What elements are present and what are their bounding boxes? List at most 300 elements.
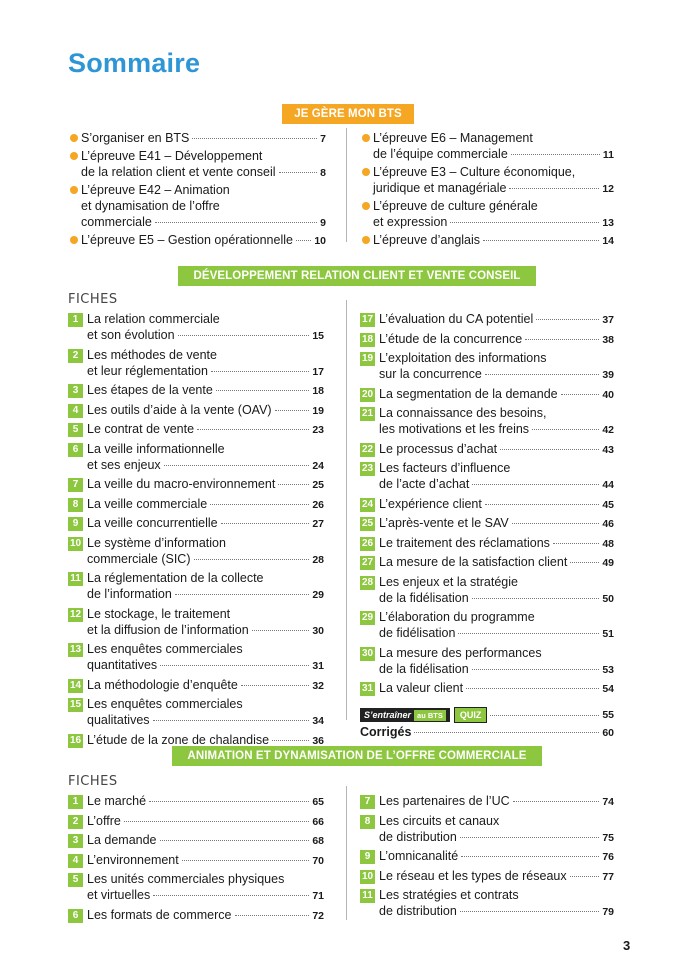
toc-entry-title: et virtuelles: [87, 888, 151, 902]
leader-dots: [210, 504, 309, 505]
leader-dots: [450, 222, 599, 223]
fiche-number-badge: 4: [68, 854, 83, 868]
toc-entry-title: et la diffusion de l’information: [87, 622, 249, 637]
bullet-icon: [70, 186, 78, 194]
leader-dots: [275, 410, 310, 411]
toc-entry[interactable]: [68, 515, 324, 532]
fiche-number-badge: 14: [69, 679, 82, 691]
toc-entry[interactable]: [360, 331, 614, 348]
toc-entry-title: L’étude de la zone de chalandise: [87, 732, 270, 747]
leader-dots: [553, 543, 599, 544]
toc-entry-line: L’épreuve E3 – Culture économique,: [373, 165, 576, 179]
leader-dots: [509, 188, 599, 189]
toc-entry-row: [87, 712, 324, 729]
page-ref: 65: [312, 796, 324, 808]
toc-entry-line: La veille informationnelle: [87, 441, 225, 456]
page-ref: 23: [312, 424, 324, 436]
bullet-icon: [70, 152, 78, 160]
fiche-number-badge: 24: [361, 498, 374, 510]
toc-entry-row: [379, 829, 614, 846]
leader-dots: [561, 394, 600, 395]
fiche-number-badge: 2: [68, 815, 83, 829]
toc-entry-row: [379, 868, 614, 885]
page-ref: 71: [312, 890, 324, 902]
fiche-number-badge: 19: [361, 353, 374, 364]
toc-entry[interactable]: [360, 680, 614, 697]
toc-entry[interactable]: [68, 535, 324, 568]
toc-entry-title: et ses enjeux: [87, 457, 161, 472]
toc-entry-row: [87, 515, 324, 532]
toc-entry[interactable]: [68, 606, 324, 639]
toc-entry[interactable]: [68, 852, 324, 869]
fiche-number-badge: 5: [68, 423, 83, 437]
leader-dots: [570, 562, 599, 563]
leader-dots: [192, 138, 317, 139]
toc-entry-row: [87, 457, 324, 474]
toc-entry[interactable]: [68, 496, 324, 513]
toc-entry-row: [81, 130, 326, 147]
page-title: Sommaire: [68, 48, 201, 78]
fiche-number-badge: 20: [361, 388, 374, 400]
toc-entry-row: [87, 813, 324, 830]
leader-dots: [164, 465, 310, 466]
toc-entry[interactable]: [68, 476, 324, 493]
section1-left-list: [68, 130, 326, 250]
bullet-icon: [362, 168, 370, 176]
toc-entry[interactable]: [68, 641, 324, 674]
toc-entry[interactable]: [360, 460, 614, 493]
page-ref: 55: [602, 709, 614, 721]
section2-right-items: [360, 311, 614, 697]
leader-dots: [235, 915, 310, 916]
leader-dots: [570, 876, 600, 877]
toc-entry[interactable]: [68, 677, 324, 694]
toc-entry-row: [87, 496, 324, 513]
toc-entry-line: L’épreuve E42 – Animation: [81, 183, 230, 197]
leader-dots: [525, 339, 599, 340]
toc-entry-row: [87, 382, 324, 399]
toc-entry-title: La mesure de la satisfaction client: [379, 555, 568, 569]
toc-entry-line: Les stratégies et contrats: [379, 888, 519, 902]
toc-entry[interactable]: [360, 813, 614, 846]
leader-dots: [197, 429, 309, 430]
page-ref: 24: [312, 459, 324, 472]
toc-entry-title: L’étude de la concurrence: [379, 331, 523, 346]
toc-entry-title: L’environnement: [87, 852, 179, 867]
leader-dots: [155, 222, 317, 223]
page-ref: 68: [312, 835, 324, 847]
leader-dots: [472, 598, 600, 599]
toc-entry-title: Les formats de commerce: [87, 907, 232, 922]
leader-dots: [124, 821, 309, 822]
toc-entry[interactable]: [68, 570, 324, 603]
page-ref: 15: [312, 330, 324, 342]
toc-entry[interactable]: [360, 574, 614, 607]
leader-dots: [460, 837, 599, 838]
toc-entry[interactable]: [68, 311, 324, 344]
toc-entry[interactable]: [68, 907, 324, 924]
leader-dots: [279, 172, 318, 173]
toc-entry-title: La veille du macro-environnement: [87, 477, 276, 491]
leader-dots: [182, 860, 310, 861]
toc-entry-row: [87, 586, 324, 603]
toc-entry-line: Le stockage, le traitement: [87, 606, 231, 621]
leader-dots: [153, 895, 309, 896]
toc-entry-row: [87, 327, 324, 344]
train-row[interactable]: [360, 707, 614, 723]
page-ref: 36: [312, 734, 324, 747]
leader-dots: [461, 856, 599, 857]
train-badge-label: S’entraîner: [364, 710, 412, 720]
leader-dots: [178, 335, 310, 336]
page-ref: 50: [602, 592, 614, 605]
page-ref: 60: [602, 727, 614, 739]
toc-entry-row: [379, 331, 614, 348]
corriges-row[interactable]: [360, 725, 614, 739]
toc-entry[interactable]: [360, 868, 614, 885]
fiche-number-badge: 23: [361, 463, 374, 474]
train-badge-bts: au BTS: [414, 710, 446, 721]
toc-entry-row: [87, 402, 324, 419]
leader-dots: [296, 240, 311, 241]
section-banner-developpement: DÉVELOPPEMENT RELATION CLIENT ET VENTE CONSEIL: [178, 266, 536, 286]
page-ref: 7: [320, 133, 326, 145]
toc-entry-title: et leur réglementation: [87, 363, 208, 378]
leader-dots: [175, 594, 310, 595]
leader-dots: [460, 911, 599, 912]
fiche-number-badge: 30: [361, 647, 374, 659]
leader-dots: [472, 669, 600, 670]
toc-entry-row: [379, 903, 614, 920]
page-ref: 9: [320, 217, 326, 229]
toc-entry[interactable]: [68, 130, 326, 147]
page-ref: 75: [602, 831, 614, 844]
fiche-number-badge: 17: [361, 314, 374, 325]
corriges-label: Corrigés: [360, 725, 412, 739]
toc-entry-row: [379, 366, 614, 383]
toc-entry-row: [379, 661, 614, 678]
toc-entry[interactable]: [360, 405, 614, 438]
toc-entry-title: Les outils d’aide à la vente (OAV): [87, 402, 272, 417]
toc-entry[interactable]: [68, 182, 326, 231]
toc-entry[interactable]: [360, 535, 614, 552]
leader-dots: [485, 374, 599, 375]
bullet-icon: [70, 134, 78, 142]
page-ref: 66: [312, 815, 324, 828]
fiche-number-badge: 29: [361, 612, 374, 623]
toc-entry-title: Le réseau et les types de réseaux: [379, 868, 567, 883]
toc-entry[interactable]: [360, 645, 614, 678]
toc-entry[interactable]: [68, 793, 324, 810]
toc-entry-row: [379, 680, 614, 697]
fiche-number-badge: 13: [69, 644, 82, 655]
toc-entry-title: L’expérience client: [379, 496, 482, 511]
page-ref: 42: [602, 424, 614, 436]
quiz-badge: QUIZ: [454, 707, 488, 723]
toc-entry[interactable]: [68, 382, 324, 399]
toc-entry-row: [379, 311, 614, 328]
toc-entry[interactable]: [68, 402, 324, 419]
page-ref: 8: [320, 167, 326, 179]
fiche-number-badge: 27: [361, 557, 374, 568]
toc-entry[interactable]: [68, 871, 324, 904]
page-ref: 76: [602, 851, 614, 863]
toc-entry-line: Les méthodes de vente: [87, 347, 217, 362]
page-ref: 11: [602, 149, 614, 161]
leader-dots: [483, 240, 599, 241]
page-ref: 43: [602, 443, 614, 456]
toc-entry[interactable]: [360, 164, 614, 197]
toc-entry[interactable]: [360, 554, 614, 571]
leader-dots: [211, 371, 309, 372]
toc-entry-title: L’évaluation du CA potentiel: [379, 312, 534, 326]
toc-entry-title: Le traitement des réclamations: [379, 535, 550, 550]
section-banner-je-gere: JE GÈRE MON BTS: [282, 104, 414, 124]
bullet-icon: [70, 236, 78, 244]
page-ref: 13: [602, 217, 614, 229]
toc-entry-title: de la fidélisation: [379, 661, 469, 676]
page-ref: 77: [602, 870, 614, 883]
fiche-number-badge: 31: [361, 683, 374, 694]
toc-entry-row: [87, 363, 324, 380]
page-ref: 37: [602, 314, 614, 326]
fiche-number-badge: 11: [360, 889, 375, 903]
page-ref: 53: [602, 663, 614, 676]
section1-right-list: [360, 130, 614, 250]
page-ref: 34: [312, 715, 324, 727]
toc-entry-row: [87, 421, 324, 438]
toc-entry-title: de la fidélisation: [379, 590, 469, 605]
toc-entry[interactable]: [68, 696, 324, 729]
leader-dots: [160, 665, 309, 666]
bullet-icon: [362, 236, 370, 244]
toc-entry[interactable]: [68, 232, 326, 249]
fiche-number-badge: 5: [68, 873, 83, 887]
toc-entry-row: [87, 622, 324, 639]
leader-dots: [500, 449, 599, 450]
toc-entry-title: Le marché: [87, 794, 147, 808]
leader-dots: [485, 504, 599, 505]
toc-entry-line: Les unités commerciales physiques: [87, 872, 285, 886]
toc-entry-row: [379, 793, 614, 810]
leader-dots: [278, 484, 309, 485]
toc-entry-title: La valeur client: [379, 681, 464, 695]
fiche-number-badge: 9: [360, 850, 375, 864]
toc-entry[interactable]: [360, 848, 614, 865]
fiche-number-badge: 12: [69, 608, 82, 620]
toc-entry[interactable]: [360, 311, 614, 328]
leader-dots: [490, 715, 599, 716]
toc-entry-line: L’épreuve de culture générale: [373, 199, 538, 213]
leader-dots: [513, 801, 600, 802]
fiche-number-badge: 18: [361, 333, 374, 345]
fiche-number-badge: 16: [69, 734, 82, 746]
toc-entry-row: [373, 180, 614, 197]
toc-entry-line: Les facteurs d’influence: [379, 461, 511, 475]
toc-entry[interactable]: [68, 813, 324, 830]
page-ref: 12: [602, 183, 614, 195]
section3-divider: [346, 786, 347, 920]
fiches-label: FICHES: [68, 292, 118, 307]
toc-entry-title: S’organiser en BTS: [81, 131, 190, 145]
toc-entry-row: [87, 852, 324, 869]
train-badge: [360, 708, 450, 722]
toc-entry-row: [379, 421, 614, 438]
leader-dots: [252, 630, 310, 631]
page-ref: 10: [314, 235, 326, 247]
toc-entry[interactable]: [360, 515, 614, 532]
page-ref: 40: [602, 388, 614, 401]
toc-entry[interactable]: [68, 421, 324, 438]
toc-entry[interactable]: [360, 793, 614, 810]
fiche-number-badge: 25: [361, 518, 374, 529]
fiche-number-badge: 8: [68, 498, 83, 512]
page-ref: 14: [602, 235, 614, 247]
fiche-number-badge: 22: [361, 443, 374, 455]
toc-entry-title: et expression: [373, 215, 448, 229]
toc-entry-row: [373, 214, 614, 231]
toc-entry[interactable]: [360, 232, 614, 249]
page-ref: 51: [602, 628, 614, 640]
toc-entry-title: de l’acte d’achat: [379, 477, 470, 491]
fiche-number-badge: 9: [68, 517, 83, 531]
page-ref: 79: [602, 906, 614, 918]
toc-entry-title: juridique et managériale: [373, 181, 507, 195]
page-ref: 74: [602, 796, 614, 808]
toc-entry-line: La relation commerciale: [87, 312, 220, 326]
toc-entry[interactable]: [360, 496, 614, 513]
toc-entry-row: [87, 832, 324, 849]
fiche-number-badge: 6: [68, 443, 83, 457]
bullet-icon: [362, 134, 370, 142]
toc-entry-title: de la relation client et vente conseil: [81, 165, 276, 179]
toc-entry-row: [379, 554, 614, 571]
toc-entry-line: L’élaboration du programme: [379, 610, 535, 624]
fiche-number-badge: 21: [361, 408, 374, 419]
toc-entry-line: La réglementation de la collecte: [87, 571, 264, 585]
toc-entry[interactable]: [68, 347, 324, 380]
toc-entry-row: [87, 793, 324, 810]
toc-entry-row: [379, 625, 614, 642]
leader-dots: [241, 685, 309, 686]
page-ref: 19: [312, 404, 324, 417]
toc-entry[interactable]: [360, 350, 614, 383]
leader-dots: [536, 319, 599, 320]
fiche-number-badge: 4: [68, 404, 83, 418]
leader-dots: [160, 840, 310, 841]
page-ref: 44: [602, 479, 614, 491]
toc-entry-row: [87, 907, 324, 924]
toc-entry-title: L’épreuve d’anglais: [373, 233, 481, 247]
leader-dots: [512, 523, 600, 524]
fiche-number-badge: 15: [69, 699, 82, 710]
toc-entry-title: L’épreuve E5 – Gestion opérationnelle: [81, 233, 293, 247]
fiche-number-badge: 3: [68, 384, 83, 398]
toc-entry-row: [379, 441, 614, 458]
section1-divider: [346, 128, 347, 242]
page-ref: 46: [602, 518, 614, 530]
leader-dots: [272, 740, 309, 741]
fiche-number-badge: 7: [360, 795, 375, 809]
fiche-number-badge: 2: [68, 349, 83, 363]
toc-entry[interactable]: [360, 386, 614, 403]
page-ref: 54: [602, 683, 614, 695]
toc-entry-title: de l’information: [87, 587, 172, 601]
page-ref: 18: [312, 385, 324, 397]
page-ref: 31: [312, 660, 324, 672]
page-ref: 25: [312, 479, 324, 491]
fiche-number-badge: 11: [68, 572, 83, 586]
fiche-number-badge: 1: [68, 313, 83, 327]
toc-entry-title: La segmentation de la demande: [379, 386, 558, 401]
toc-entry-title: et son évolution: [87, 328, 175, 342]
toc-entry[interactable]: [360, 887, 614, 920]
page-ref: 28: [312, 553, 324, 566]
leader-dots: [153, 720, 310, 721]
toc-entry-row: [87, 677, 324, 694]
toc-entry-title: L’après-vente et le SAV: [379, 516, 509, 530]
toc-entry-title: de distribution: [379, 904, 457, 918]
fiche-number-badge: 1: [68, 795, 83, 809]
leader-dots: [532, 429, 599, 430]
toc-entry-title: qualitatives: [87, 713, 150, 727]
fiche-number-badge: 10: [361, 870, 374, 882]
toc-entry-row: [379, 476, 614, 493]
toc-entry-row: [81, 164, 326, 181]
toc-entry[interactable]: [360, 198, 614, 231]
section-banner-animation: ANIMATION ET DYNAMISATION DE L’OFFRE COMMERCIALE: [172, 746, 542, 766]
fiche-number-badge: 6: [68, 909, 83, 923]
toc-entry-title: de distribution: [379, 829, 457, 844]
toc-entry-title: sur la concurrence: [379, 367, 482, 381]
leader-dots: [472, 484, 599, 485]
toc-entry[interactable]: [68, 148, 326, 181]
toc-entry-row: [379, 590, 614, 607]
toc-entry-line: et dynamisation de l’offre: [81, 199, 220, 213]
page-ref: 49: [602, 557, 614, 569]
toc-entry-title: Le processus d’achat: [379, 441, 498, 456]
leader-dots: [466, 688, 599, 689]
toc-entry-title: les motivations et les freins: [379, 422, 530, 436]
page-ref: 72: [312, 909, 324, 922]
page-ref: 30: [312, 624, 324, 637]
toc-entry[interactable]: [68, 832, 324, 849]
section2-left-list: [68, 311, 324, 751]
toc-entry-line: L’épreuve E41 – Développement: [81, 149, 263, 163]
toc-entry[interactable]: [360, 441, 614, 458]
toc-entry[interactable]: [360, 130, 614, 163]
toc-entry-title: La demande: [87, 833, 157, 847]
page-ref: 26: [312, 498, 324, 511]
toc-entry-title: commerciale: [81, 215, 152, 229]
page-ref: 38: [602, 333, 614, 346]
page-ref: 32: [312, 679, 324, 692]
toc-entry-title: La méthodologie d’enquête: [87, 677, 238, 692]
toc-entry-title: commerciale (SIC): [87, 551, 191, 566]
toc-entry-row: [379, 386, 614, 403]
leader-dots: [221, 523, 310, 524]
toc-entry-line: Les circuits et canaux: [379, 813, 500, 828]
toc-entry[interactable]: [360, 609, 614, 642]
fiches-label-2: FICHES: [68, 774, 118, 789]
toc-entry-row: [373, 146, 614, 163]
page-number: 3: [623, 938, 631, 953]
fiche-number-badge: 28: [361, 576, 374, 588]
leader-dots: [458, 633, 599, 634]
section2-right-list: [360, 311, 614, 739]
fiche-number-badge: 26: [361, 537, 374, 549]
toc-entry[interactable]: [68, 441, 324, 474]
